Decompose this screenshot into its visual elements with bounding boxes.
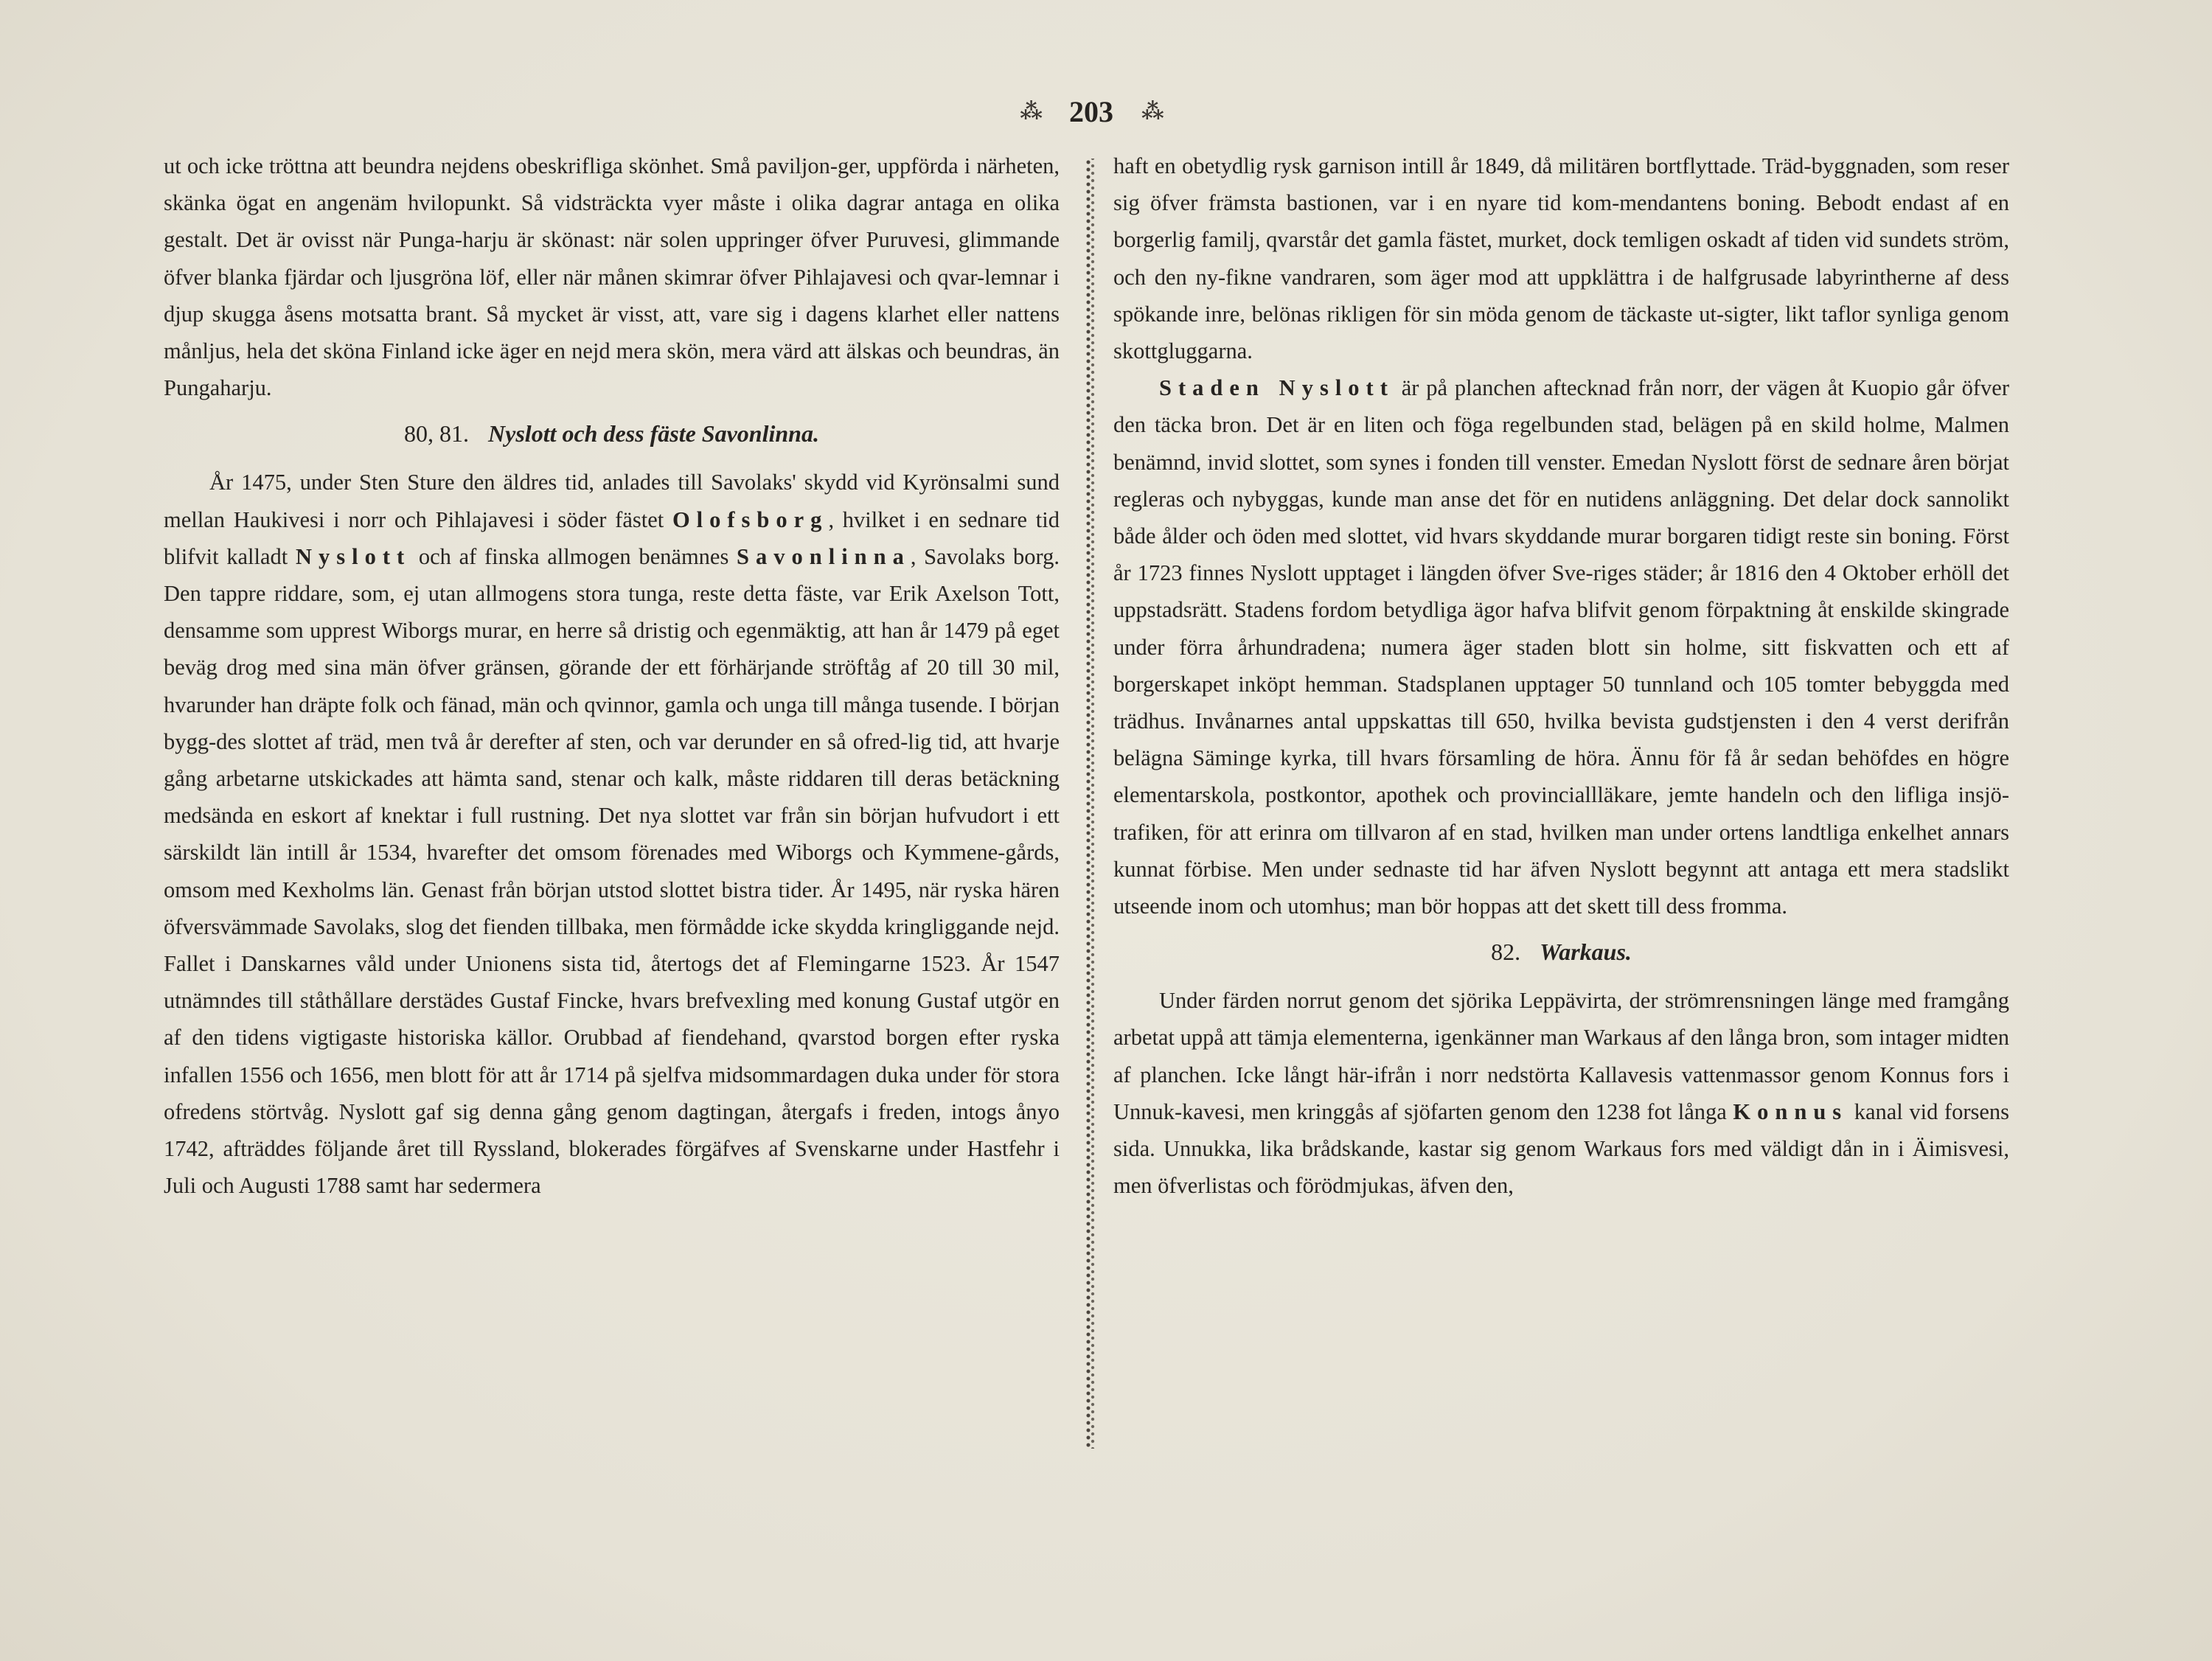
right-paragraph-2 — [1113, 369, 2009, 924]
name-savonlinna: Savonlinna — [737, 543, 911, 569]
section-title: Nyslott och dess fäste Savonlinna. — [488, 420, 819, 448]
text-run: , Savolaks borg. Den tappre riddare, som, ej utan allmogens stora tunga, reste detta fäste, var Erik Axelson Tott, densamme som upprest Wiborgs murar, en herre så dristig och egenmäktig, att han år 1479 på eget beväg drog med sina män öfver gränsen, görande der ett förhärjande ströftåg af 20 till 30 mil, hvarunder han dräpte folk och fänad, män och qvinnor, gamla och unga till många tusende. I början bygg-des slottet af träd, men två år derefter af sten, och var derunder en så ofred-lig tid, att hvarje gång arbetarne utskickades att hämta sand, stenar och kalk, måste riddaren till deras betäckning medsända en eskort af knektar i full rustning. Det nya slottet var från sin början hufvudort i ett särskildt län intill år 1534, hvarefter det omsom förenades med Wiborgs och Kymmene-gårds, omsom med Kexholms län. Genast från början utstod slottet bistra tider. År 1495, när ryska hären öfversvämmade Savolaks, slog det fienden tillbaka, men förmådde icke skydda kringliggande nejd. Fallet i Danskarnes våld under Unionens sista tid, återtogs det af Flemingarne 1523. År 1547 utnämndes till ståthållare derstädes Gustaf Fincke, hvars brefvexling med konung Gustaf utgör en af den tidens vigtigaste historiska källor. Orubbad af fiendehand, qvarstod borgen efter ryska infallen 1556 och 1656, men blott för att år 1714 på sjelfva midsommardagen duka under för stora ofredens störtvåg. Nyslott gaf sig denna gång genom dagtingan, återgafs i freden, intogs ånyo 1742, afträddes följande året till Ryssland, blokerades förgäfves af Svenskarne under Hastfehr i Juli och Augusti 1788 samt har sedermera — [164, 543, 1060, 1199]
text-run: och af finska allmogen benämnes — [411, 543, 737, 569]
name-olofsborg: Olofsborg — [672, 506, 829, 532]
section-number: 82. — [1491, 939, 1521, 966]
right-column — [1113, 147, 2009, 1204]
section-heading-80-81 — [164, 417, 1060, 450]
left-paragraph-1: ut och icke tröttna att beundra nejdens obeskrifliga skönhet. Små paviljon-ger, uppförda i närheten, skänka ögat en angenäm hvilopunkt. Så vidsträckta vyer måste i olika dagrar antaga en olika gestalt. Det är ovisst när Punga-harju är skönast: när solen uppringer öfver Puruvesi, glimmande öfver blanka fjärdar och ljusgröna löf, eller när månen skimrar öfver Pihlajavesi och qvar-lemnar i djup skugga åsens motsatta brant. Så mycket är visst, att, vare sig i dagens klarhet eller nattens månljus, hela det sköna Finland icke äger en nejd mera skön, mera värd att älskas och beundras, än Pungaharju. — [164, 153, 1060, 401]
text-run: År 1475, under Sten Sture den äldres tid, anlades till Savolaks' skydd vid Kyrönsalmi sund mellan Haukivesi i norr och Pihlajavesi i söder fästet — [164, 470, 1060, 532]
ornament-left-icon: ⁂ — [1020, 100, 1041, 124]
name-nyslott: Nyslott — [295, 543, 411, 569]
text-run: är på planchen aftecknad från norr, der vägen åt Kuopio går öfver den täcka bron. Det är en liten och föga regelbunden stad, belägen på en skild holme, Malmen benämnd, invid slottet, som synes i fonden till venster. Emedan Nyslott först de sednare åren börjat regleras och nybyggas, kunde man anse det för en nutidens anläggning. Det delar dock sannolikt både ålder och öden med slottet, vid hvars skyddande murar borgaren tidigt reste sin boning. Först år 1723 finnes Nyslott upptaget i längden öfver Sve-riges städer; år 1816 den 4 Oktober erhöll det uppstadsrätt. Stadens fordom betydliga ägor hafva blifvit genom förpaktning åt enskilde skingrade under förra århundradena; numera äger staden blott sin holme, sitt fiskvatten och ett af borgerskapet inköpt hemman. Stadsplanen upptager 50 tunnland och 105 tomter bebyggda med trädhus. Invånarnes antal uppskattas till 650, hvilka bevista gudstjensten i den 4 verst derifrån belägna Säminge kyrka, till hvars församling de höra. Ännu för få år sedan behöfdes en högre elementarskola, postkontor, apothek och provinciallläkare, jemte handeln och den lifliga insjö-trafiken, för att erinra om tillvaron af en stad, hvilken man under ortens landtliga enkelhet annars kunnat förbise. Men under sednaste tid har äfven Nyslott begynnt att antaga ett mera stadslikt utseende inom och utomhus; man bör hoppas att det skett till dess fromma. — [1113, 375, 2010, 919]
left-column — [164, 147, 1060, 1204]
section-heading-82 — [1113, 935, 2009, 969]
right-paragraph-1: haft en obetydlig rysk garnison intill år 1849, då militären bortflyttade. Träd-byggnaden, som reser sig öfver främsta bastionen, var i en nyare tid kom-mendantens boning. Bebodt endast af en borgerlig familj, qvarstår det gamla fästet, murket, dock temligen oskadt af tiden vid sundets ström, och den ny-fikne vandraren, som äger mod att uppklättra i de halfgrusade labyrintherne af dess spökande inre, belönas rikligen för sin möda genom de täckaste ut-sigter, likt taflor synliga genom skottgluggarna. — [1113, 153, 2009, 364]
ornament-right-icon: ⁂ — [1141, 100, 1163, 124]
column-divider-dots — [1089, 159, 1096, 1449]
page-header — [959, 94, 1224, 129]
page-number: 203 — [1069, 95, 1113, 128]
right-paragraph-3 — [1113, 982, 2009, 1204]
text-run: Under färden norrut genom det sjörika Leppävirta, der strömrensningen länge med framgång arbetat uppå att tämja elementerna, igenkänner man Warkaus af den långa bron, som intager midten af planchen. Icke långt här-ifrån i norr nedstörta Kallavesis vattenmassor genom Konnus fors i Unnuk-kavesi, men kringgås af sjöfarten genom den 1238 fot långa — [1113, 988, 2009, 1124]
text-run: kanal vid forsens sida. Unnukka, lika brådskande, kastar sig genom Warkaus fors med väldigt dån in i Äimisvesi, men öfverlistas och förödmjukas, äfven den, — [1113, 1098, 2009, 1199]
text-run: , hvilket i en sednare tid blifvit kalladt — [164, 506, 1060, 569]
left-paragraph-2 — [164, 464, 1060, 1204]
name-staden-nyslott: Staden Nyslott — [1159, 375, 1394, 401]
name-konnus: Konnus — [1733, 1098, 1848, 1124]
section-number: 80, 81. — [404, 420, 470, 448]
section-title: Warkaus. — [1540, 939, 1632, 966]
